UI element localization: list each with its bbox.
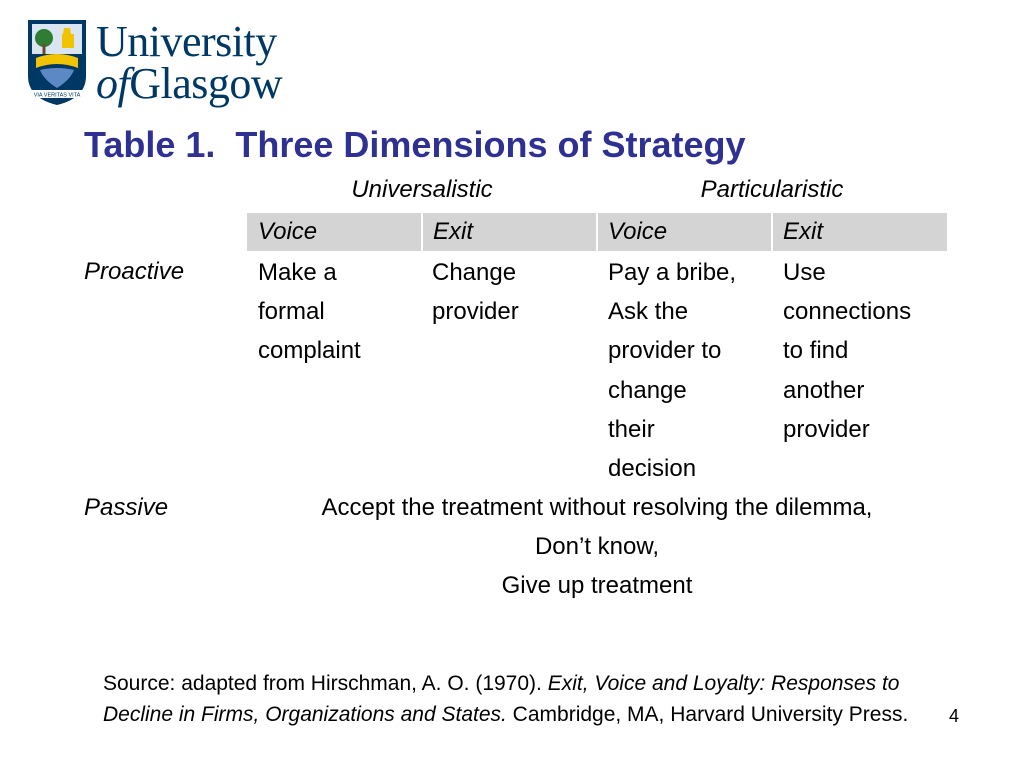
cell-line: their bbox=[608, 415, 655, 443]
source-prefix: Source: adapted from Hirschman, A. O. (1970). bbox=[103, 672, 548, 695]
table-cell-proactive-universalistic-voice bbox=[258, 253, 361, 371]
source-book-title: Exit, Voice and Loyalty: Responses to Decline in Firms, Organizations and States. bbox=[103, 672, 900, 726]
university-wordmark bbox=[96, 17, 283, 108]
university-crest-icon bbox=[26, 18, 88, 106]
column-header-voice-universalistic: Voice bbox=[258, 218, 318, 245]
university-logo bbox=[26, 18, 306, 108]
cell-line: Make a bbox=[258, 259, 337, 286]
group-header-particularistic: Particularistic bbox=[700, 176, 844, 203]
cell-line: decision bbox=[608, 455, 697, 483]
cell-line: formal bbox=[258, 298, 325, 326]
cell-line: Don’t know, bbox=[534, 533, 660, 561]
wordmark-line2 bbox=[96, 59, 283, 108]
table-cell-proactive-universalistic-exit bbox=[432, 253, 519, 331]
cell-line: connections bbox=[783, 298, 912, 326]
column-header-exit-particularistic: Exit bbox=[783, 218, 824, 245]
cell-line: provider bbox=[783, 415, 870, 443]
table-header-row bbox=[247, 213, 947, 251]
wordmark-line1: University bbox=[96, 17, 277, 66]
cell-line: complaint bbox=[258, 337, 361, 365]
table-cell-passive-merged bbox=[247, 488, 947, 606]
cell-line: to find bbox=[783, 337, 849, 365]
cell-line: another bbox=[783, 376, 865, 404]
cell-line: Accept the treatment without resolving the dilemma, bbox=[321, 494, 873, 521]
source-suffix: Cambridge, MA, Harvard University Press. bbox=[506, 703, 909, 726]
column-header-exit-universalistic: Exit bbox=[433, 218, 474, 245]
row-label-passive: Passive bbox=[84, 494, 169, 521]
cell-line: Use bbox=[783, 259, 826, 286]
cell-line: change bbox=[608, 376, 687, 404]
row-label-proactive: Proactive bbox=[84, 258, 185, 285]
cell-line: provider to bbox=[608, 337, 722, 365]
column-header-voice-particularistic: Voice bbox=[608, 218, 668, 245]
page-number: 4 bbox=[949, 706, 960, 726]
slide-title: Table 1. Three Dimensions of Strategy bbox=[84, 124, 746, 165]
table-cell-proactive-particularistic-exit bbox=[783, 253, 911, 449]
group-header-universalistic: Universalistic bbox=[351, 176, 493, 203]
wordmark-glasgow: Glasgow bbox=[129, 59, 283, 108]
table-cell-proactive-particularistic-voice bbox=[608, 253, 736, 488]
wordmark-of: of bbox=[96, 59, 130, 108]
cell-line: provider bbox=[432, 298, 519, 326]
cell-line: Pay a bribe, bbox=[608, 259, 737, 286]
cell-line: Give up treatment bbox=[501, 572, 693, 600]
source-citation bbox=[103, 668, 933, 730]
crest-motto: VIA VERITAS VITA bbox=[33, 92, 81, 99]
cell-line: Ask the bbox=[608, 298, 689, 326]
cell-line: Change bbox=[432, 259, 517, 286]
